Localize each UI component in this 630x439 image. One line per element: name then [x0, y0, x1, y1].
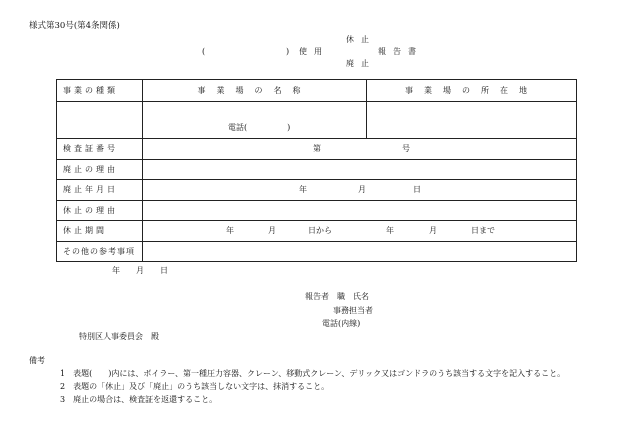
- suspension-period-field[interactable]: [143, 221, 577, 242]
- report-date-line: 年 月 日: [112, 266, 168, 275]
- abolition-reason-label: 廃止の理由: [57, 160, 143, 180]
- report-form-table: [56, 79, 577, 262]
- abolition-reason-field[interactable]: [143, 160, 577, 180]
- notes-heading: 備考: [29, 356, 45, 365]
- inspection-cert-number-field[interactable]: [143, 139, 577, 160]
- note-item: 1 表題( )内には、ボイラー、第一種圧力容器、クレーン、移動式クレーン、デリック又はゴンドラのうち該当する文字を記入すること。: [60, 369, 566, 378]
- table-row: [57, 139, 577, 160]
- abolition-month-label: 月: [358, 185, 366, 194]
- staff-label: 事務担当者: [333, 306, 373, 315]
- addressee: 特別区人事委員会 殿: [79, 332, 159, 341]
- phone-label: 電話( ): [228, 123, 291, 132]
- workplace-address-field[interactable]: [367, 102, 577, 139]
- title-suspension: 休止: [346, 35, 376, 44]
- title-paren-close: ): [286, 47, 290, 56]
- business-type-label: 事業の種類: [57, 80, 143, 102]
- title-paren-open: (: [202, 47, 206, 56]
- period-end-month-label: 月: [429, 226, 437, 235]
- other-notes-label: その他の参考事項: [57, 242, 143, 262]
- period-to-label: 日まで: [471, 226, 495, 235]
- period-start-year-label: 年: [226, 226, 234, 235]
- abolition-date-label: 廃止年月日: [57, 180, 143, 201]
- inspection-cert-number-label: 検査証番号: [57, 139, 143, 160]
- suspension-period-label: 休止期間: [57, 221, 143, 242]
- abolition-day-label: 日: [413, 185, 421, 194]
- title-report: 報告書: [378, 47, 423, 56]
- suspension-reason-label: 休止の理由: [57, 201, 143, 221]
- abolition-year-label: 年: [299, 185, 307, 194]
- form-number: 様式第30号(第4条関係): [29, 21, 120, 31]
- table-row: [57, 102, 577, 139]
- extension-phone-label: 電話(内線): [322, 319, 361, 328]
- note-item: 2 表題の「休止」及び「廃止」のうち該当しない文字は、抹消すること。: [60, 382, 330, 391]
- workplace-address-label: 事業場の所在地: [367, 80, 577, 102]
- abolition-date-field[interactable]: [143, 180, 577, 201]
- suspension-reason-field[interactable]: [143, 201, 577, 221]
- workplace-name-label: 事業場の名称: [143, 80, 367, 102]
- table-row: [57, 180, 577, 201]
- title-usage: 使用: [299, 47, 329, 56]
- cert-dai-label: 第: [313, 144, 321, 153]
- table-row: [57, 160, 577, 180]
- reporter-name-label: 報告者 職 氏名: [305, 292, 369, 301]
- table-row: [57, 242, 577, 262]
- business-type-field[interactable]: [57, 102, 143, 139]
- note-item: 3 廃止の場合は、検査証を返還すること。: [60, 395, 218, 404]
- table-row: [57, 201, 577, 221]
- period-end-year-label: 年: [386, 226, 394, 235]
- table-row: [57, 221, 577, 242]
- period-start-month-label: 月: [268, 226, 276, 235]
- cert-go-label: 号: [402, 144, 410, 153]
- workplace-name-field[interactable]: [143, 102, 367, 139]
- other-notes-field[interactable]: [143, 242, 577, 262]
- title-abolition: 廃止: [346, 59, 376, 68]
- table-row: [57, 80, 577, 102]
- period-from-label: 日から: [308, 226, 332, 235]
